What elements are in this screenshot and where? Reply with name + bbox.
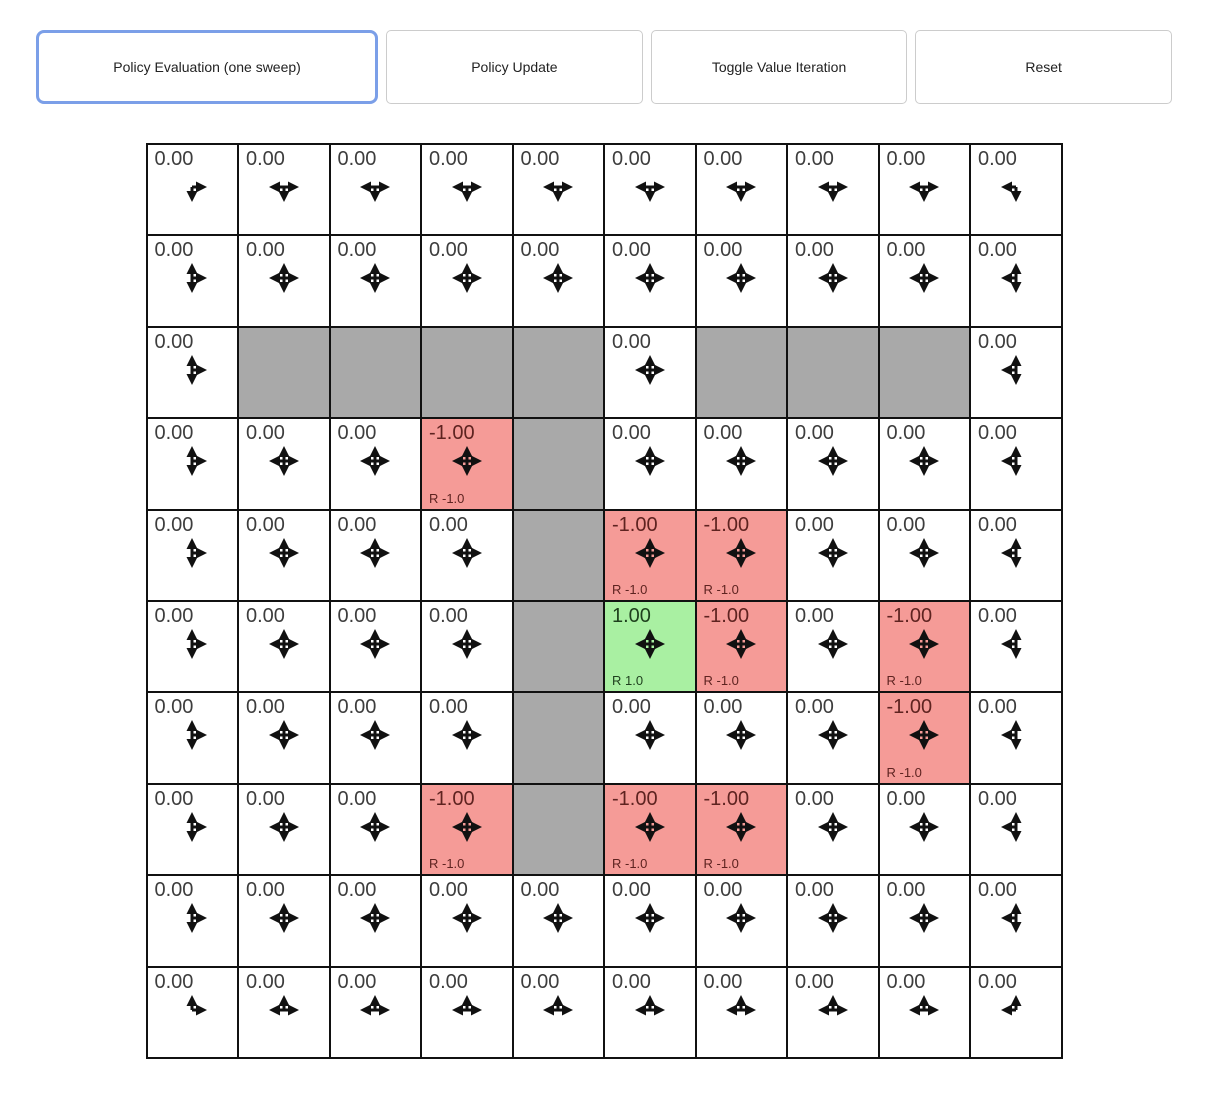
policy-arrows-icon <box>908 719 940 751</box>
cell-value: 0.00 <box>978 148 1017 170</box>
cell-value: -1.00 <box>703 513 750 536</box>
policy-arrows-icon <box>725 171 757 203</box>
grid-cell[interactable] <box>238 601 330 692</box>
cell-value: 0.00 <box>612 239 651 262</box>
policy-arrows-icon <box>634 994 666 1026</box>
cell-value: 0.00 <box>612 148 651 170</box>
grid-cell[interactable] <box>787 327 879 418</box>
policy-arrows-icon <box>725 719 757 751</box>
cell-value: 0.00 <box>978 330 1017 353</box>
cell-value: 0.00 <box>978 422 1017 445</box>
grid-cell[interactable] <box>970 784 1062 875</box>
grid-cell[interactable] <box>238 327 330 418</box>
grid-cell[interactable] <box>604 418 696 509</box>
reset-button[interactable]: Reset <box>915 30 1172 104</box>
cell-value: 0.00 <box>429 696 468 719</box>
policy-arrows-icon <box>542 171 574 203</box>
grid-cell[interactable] <box>787 875 879 966</box>
cell-reward: R -1.0 <box>429 490 465 506</box>
policy-arrows-icon <box>1000 537 1032 569</box>
policy-arrows-icon <box>908 994 940 1026</box>
policy-arrows-icon <box>451 628 483 660</box>
policy-arrows-icon <box>1000 171 1032 203</box>
cell-reward: R -1.0 <box>429 856 465 872</box>
cell-value: 0.00 <box>795 513 834 536</box>
policy-arrows-icon <box>1000 354 1032 386</box>
policy-arrows-icon <box>451 994 483 1026</box>
cell-value: 0.00 <box>337 148 377 170</box>
cell-value: 0.00 <box>886 970 926 993</box>
grid-cell[interactable] <box>513 967 605 1058</box>
policy-arrows-icon <box>725 628 757 660</box>
policy-arrows-icon <box>634 171 666 203</box>
policy-arrows-icon <box>451 171 483 203</box>
cell-value: 0.00 <box>703 970 743 993</box>
grid-cell[interactable] <box>238 784 330 875</box>
cell-value: 0.00 <box>703 879 743 902</box>
policy-arrows-icon <box>176 171 208 203</box>
policy-arrows-icon <box>817 628 849 660</box>
cell-value: 0.00 <box>612 970 651 993</box>
grid-cell[interactable] <box>330 692 422 783</box>
policy-arrows-icon <box>176 537 208 569</box>
cell-reward: R -1.0 <box>703 856 739 872</box>
cell-value: 0.00 <box>154 239 194 262</box>
policy-arrows-icon <box>359 445 391 477</box>
grid-cell[interactable] <box>970 692 1062 783</box>
grid-cell[interactable] <box>330 327 422 418</box>
policy-arrows-icon <box>542 902 574 934</box>
cell-value: 0.00 <box>703 239 743 262</box>
cell-value: 0.00 <box>703 422 743 445</box>
policy-arrows-icon <box>634 537 666 569</box>
grid-cell[interactable] <box>604 235 696 326</box>
grid-cell[interactable] <box>696 327 788 418</box>
policy-arrows-icon <box>634 262 666 294</box>
grid-cell[interactable] <box>970 601 1062 692</box>
policy-arrows-icon <box>176 354 208 386</box>
policy-arrows-icon <box>908 902 940 934</box>
cell-value: 0.00 <box>795 239 834 262</box>
grid-cell[interactable] <box>879 418 971 509</box>
cell-value: 0.00 <box>612 879 651 902</box>
cell-value: 0.00 <box>795 696 834 719</box>
policy-arrows-icon <box>1000 994 1032 1026</box>
policy-arrows-icon <box>268 994 300 1026</box>
grid-cell[interactable] <box>421 144 513 235</box>
cell-value: 0.00 <box>886 787 926 810</box>
policy-arrows-icon <box>268 171 300 203</box>
policy-arrows-icon <box>725 445 757 477</box>
grid-cell[interactable] <box>696 601 788 692</box>
grid-cell[interactable] <box>330 510 422 601</box>
cell-value: 0.00 <box>246 513 285 536</box>
policy-arrows-icon <box>1000 719 1032 751</box>
grid-cell[interactable] <box>604 144 696 235</box>
cell-value: 0.00 <box>429 879 468 902</box>
grid-cell[interactable] <box>421 418 513 509</box>
cell-value: 0.00 <box>886 513 926 536</box>
grid-cell[interactable] <box>238 510 330 601</box>
cell-value: 0.00 <box>429 513 468 536</box>
policy-arrows-icon <box>908 537 940 569</box>
grid-cell[interactable] <box>970 418 1062 509</box>
grid-cell[interactable] <box>330 784 422 875</box>
grid-cell[interactable] <box>970 510 1062 601</box>
cell-value: 0.00 <box>429 604 468 627</box>
policy-arrows-icon <box>451 811 483 843</box>
policy-arrows-icon <box>268 537 300 569</box>
cell-value: 0.00 <box>978 239 1017 262</box>
cell-value: 0.00 <box>337 970 377 993</box>
gridworld-grid <box>146 143 1063 1059</box>
grid-cell[interactable] <box>604 327 696 418</box>
gridworld-page <box>0 30 1208 1059</box>
policy-arrows-icon <box>268 719 300 751</box>
cell-value: 0.00 <box>612 696 651 719</box>
grid-cell[interactable] <box>238 875 330 966</box>
cell-value: 0.00 <box>795 148 834 170</box>
cell-value: 0.00 <box>978 879 1017 902</box>
policy-arrows-icon <box>359 262 391 294</box>
policy-arrows-icon <box>634 902 666 934</box>
policy-arrows-icon <box>542 994 574 1026</box>
policy-arrows-icon <box>359 537 391 569</box>
policy-update-button[interactable]: Policy Update <box>386 30 643 104</box>
cell-value: -1.00 <box>429 787 475 810</box>
policy-arrows-icon <box>451 445 483 477</box>
grid-cell[interactable] <box>879 601 971 692</box>
grid-cell[interactable] <box>970 235 1062 326</box>
grid-cell[interactable] <box>330 418 422 509</box>
grid-cell[interactable] <box>604 967 696 1058</box>
policy-arrows-icon <box>176 628 208 660</box>
grid-cell[interactable] <box>421 784 513 875</box>
policy-arrows-icon <box>451 719 483 751</box>
cell-value: -1.00 <box>703 604 750 627</box>
grid-cell[interactable] <box>787 144 879 235</box>
grid-cell[interactable] <box>970 144 1062 235</box>
cell-reward: R -1.0 <box>703 581 739 597</box>
toolbar <box>36 30 1172 104</box>
grid-cell[interactable] <box>147 784 239 875</box>
cell-value: 0.00 <box>978 970 1017 993</box>
cell-reward: R -1.0 <box>703 673 739 689</box>
cell-value: 0.00 <box>795 879 834 902</box>
grid-cell[interactable] <box>787 784 879 875</box>
cell-value: 0.00 <box>337 787 377 810</box>
policy-arrows-icon <box>359 811 391 843</box>
cell-value: 0.00 <box>337 513 377 536</box>
cell-value: 0.00 <box>429 239 468 262</box>
cell-value: 0.00 <box>246 970 285 993</box>
grid-cell[interactable] <box>330 875 422 966</box>
policy-arrows-icon <box>1000 445 1032 477</box>
cell-reward: R -1.0 <box>886 764 922 780</box>
grid-cell[interactable] <box>147 235 239 326</box>
cell-value: 0.00 <box>886 422 926 445</box>
cell-value: -1.00 <box>703 787 750 810</box>
policy-arrows-icon <box>725 811 757 843</box>
cell-value: 0.00 <box>520 970 560 993</box>
cell-value: 0.00 <box>703 148 743 170</box>
cell-reward: R -1.0 <box>886 673 922 689</box>
policy-arrows-icon <box>817 445 849 477</box>
policy-arrows-icon <box>176 994 208 1026</box>
policy-arrows-icon <box>359 628 391 660</box>
cell-value: 0.00 <box>246 422 285 445</box>
policy-arrows-icon <box>725 902 757 934</box>
cell-value: 0.00 <box>337 604 377 627</box>
grid-cell[interactable] <box>513 692 605 783</box>
cell-value: 0.00 <box>154 513 194 536</box>
policy-arrows-icon <box>1000 902 1032 934</box>
cell-value: 0.00 <box>246 148 285 170</box>
grid-cell[interactable] <box>787 418 879 509</box>
cell-value: 0.00 <box>337 239 377 262</box>
grid-cell[interactable] <box>696 875 788 966</box>
grid-cell[interactable] <box>421 875 513 966</box>
grid-cell[interactable] <box>787 692 879 783</box>
grid-cell[interactable] <box>696 692 788 783</box>
cell-value: 0.00 <box>795 970 834 993</box>
grid-cell[interactable] <box>970 327 1062 418</box>
grid-cell[interactable] <box>147 967 239 1058</box>
grid-cell[interactable] <box>879 692 971 783</box>
grid-cell[interactable] <box>513 601 605 692</box>
grid-cell[interactable] <box>147 692 239 783</box>
grid-cell[interactable] <box>696 144 788 235</box>
cell-value: 0.00 <box>703 696 743 719</box>
grid-cell[interactable] <box>513 144 605 235</box>
cell-value: 0.00 <box>978 513 1017 536</box>
grid-cell[interactable] <box>879 235 971 326</box>
cell-value: 0.00 <box>795 787 834 810</box>
grid-cell[interactable] <box>513 875 605 966</box>
grid-cell[interactable] <box>513 235 605 326</box>
cell-value: 0.00 <box>795 422 834 445</box>
cell-value: 1.00 <box>612 604 651 627</box>
policy-arrows-icon <box>817 171 849 203</box>
policy-arrows-icon <box>725 994 757 1026</box>
grid-cell[interactable] <box>604 601 696 692</box>
cell-value: 0.00 <box>429 970 468 993</box>
policy-arrows-icon <box>359 719 391 751</box>
policy-arrows-icon <box>1000 811 1032 843</box>
grid-cell[interactable] <box>330 144 422 235</box>
grid-cell[interactable] <box>238 235 330 326</box>
cell-value: 0.00 <box>154 696 194 719</box>
cell-value: -1.00 <box>429 422 475 445</box>
cell-value: 0.00 <box>154 330 194 353</box>
policy-arrows-icon <box>359 171 391 203</box>
cell-value: 0.00 <box>612 422 651 445</box>
policy-arrows-icon <box>359 994 391 1026</box>
grid-cell[interactable] <box>147 144 239 235</box>
grid-cell[interactable] <box>604 692 696 783</box>
policy-arrows-icon <box>725 262 757 294</box>
cell-value: -1.00 <box>612 787 658 810</box>
grid-cell[interactable] <box>879 327 971 418</box>
grid-cell[interactable] <box>421 510 513 601</box>
grid-cell[interactable] <box>696 967 788 1058</box>
policy-arrows-icon <box>634 719 666 751</box>
grid-cell[interactable] <box>970 967 1062 1058</box>
grid-cell[interactable] <box>330 601 422 692</box>
grid-cell[interactable] <box>147 601 239 692</box>
grid-cell[interactable] <box>238 418 330 509</box>
policy-arrows-icon <box>1000 628 1032 660</box>
cell-value: 0.00 <box>978 604 1017 627</box>
grid-cell[interactable] <box>421 327 513 418</box>
grid-cell[interactable] <box>604 510 696 601</box>
policy-arrows-icon <box>634 354 666 386</box>
grid-cell[interactable] <box>787 510 879 601</box>
cell-value: 0.00 <box>154 422 194 445</box>
grid-cell[interactable] <box>147 875 239 966</box>
cell-value: -1.00 <box>886 604 933 627</box>
cell-value: 0.00 <box>154 787 194 810</box>
toggle-value-iteration-button[interactable]: Toggle Value Iteration <box>651 30 908 104</box>
policy-arrows-icon <box>268 445 300 477</box>
grid-cell[interactable] <box>696 510 788 601</box>
cell-value: 0.00 <box>520 148 560 170</box>
policy-arrows-icon <box>817 994 849 1026</box>
cell-value: 0.00 <box>886 239 926 262</box>
grid-cell[interactable] <box>513 510 605 601</box>
policy-arrows-icon <box>176 262 208 294</box>
grid-cell[interactable] <box>147 418 239 509</box>
grid-cell[interactable] <box>970 875 1062 966</box>
grid-cell[interactable] <box>604 875 696 966</box>
grid-cell[interactable] <box>696 784 788 875</box>
cell-value: 0.00 <box>795 604 834 627</box>
cell-value: 0.00 <box>429 148 468 170</box>
cell-value: 0.00 <box>886 879 926 902</box>
cell-value: 0.00 <box>246 239 285 262</box>
grid-cell[interactable] <box>879 967 971 1058</box>
policy-arrows-icon <box>817 902 849 934</box>
cell-value: -1.00 <box>886 696 933 719</box>
policy-arrows-icon <box>359 902 391 934</box>
grid-cell[interactable] <box>879 510 971 601</box>
policy-arrows-icon <box>1000 262 1032 294</box>
cell-value: 0.00 <box>154 970 194 993</box>
grid-cell[interactable] <box>238 692 330 783</box>
cell-value: 0.00 <box>246 696 285 719</box>
cell-value: 0.00 <box>520 879 560 902</box>
policy-arrows-icon <box>908 262 940 294</box>
grid-cell[interactable] <box>879 875 971 966</box>
cell-value: -1.00 <box>612 513 658 536</box>
grid-cell[interactable] <box>696 235 788 326</box>
grid-cell[interactable] <box>787 235 879 326</box>
grid-cell[interactable] <box>604 784 696 875</box>
policy-arrows-icon <box>908 171 940 203</box>
policy-arrows-icon <box>176 811 208 843</box>
grid-cell[interactable] <box>787 967 879 1058</box>
policy-arrows-icon <box>451 902 483 934</box>
policy-arrows-icon <box>908 811 940 843</box>
policy-arrows-icon <box>268 811 300 843</box>
grid-cell[interactable] <box>421 967 513 1058</box>
cell-value: 0.00 <box>246 879 285 902</box>
policy-arrows-icon <box>908 628 940 660</box>
policy-arrows-icon <box>634 628 666 660</box>
grid-cell[interactable] <box>513 784 605 875</box>
cell-value: 0.00 <box>337 422 377 445</box>
policy-arrows-icon <box>268 628 300 660</box>
cell-value: 0.00 <box>154 148 194 170</box>
grid-cell[interactable] <box>787 601 879 692</box>
grid-cell[interactable] <box>421 692 513 783</box>
grid-cell[interactable] <box>330 235 422 326</box>
policy-arrows-icon <box>176 902 208 934</box>
grid-cell[interactable] <box>696 418 788 509</box>
grid-cell[interactable] <box>513 327 605 418</box>
policy-arrows-icon <box>817 262 849 294</box>
policy-arrows-icon <box>817 537 849 569</box>
policy-arrows-icon <box>725 537 757 569</box>
cell-value: 0.00 <box>978 696 1017 719</box>
policy-evaluation-button[interactable]: Policy Evaluation (one sweep) <box>36 30 378 104</box>
policy-arrows-icon <box>817 719 849 751</box>
grid-cell[interactable] <box>147 510 239 601</box>
cell-reward: R -1.0 <box>612 856 648 872</box>
policy-arrows-icon <box>268 902 300 934</box>
grid-cell[interactable] <box>147 327 239 418</box>
policy-arrows-icon <box>542 262 574 294</box>
policy-arrows-icon <box>451 262 483 294</box>
policy-arrows-icon <box>176 719 208 751</box>
cell-value: 0.00 <box>246 604 285 627</box>
grid-cell[interactable] <box>238 967 330 1058</box>
grid-cell[interactable] <box>421 235 513 326</box>
cell-reward: R 1.0 <box>612 673 644 689</box>
cell-value: 0.00 <box>978 787 1017 810</box>
cell-value: 0.00 <box>520 239 560 262</box>
policy-arrows-icon <box>451 537 483 569</box>
grid-cell[interactable] <box>238 144 330 235</box>
cell-value: 0.00 <box>886 148 926 170</box>
policy-arrows-icon <box>817 811 849 843</box>
cell-value: 0.00 <box>337 696 377 719</box>
cell-value: 0.00 <box>154 879 194 902</box>
policy-arrows-icon <box>268 262 300 294</box>
grid-cell[interactable] <box>513 418 605 509</box>
cell-value: 0.00 <box>337 879 377 902</box>
grid-cell[interactable] <box>879 784 971 875</box>
cell-value: 0.00 <box>246 787 285 810</box>
policy-arrows-icon <box>908 445 940 477</box>
grid-cell[interactable] <box>330 967 422 1058</box>
policy-arrows-icon <box>634 445 666 477</box>
cell-value: 0.00 <box>154 604 194 627</box>
policy-arrows-icon <box>634 811 666 843</box>
policy-arrows-icon <box>176 445 208 477</box>
cell-value: 0.00 <box>612 330 651 353</box>
grid-cell[interactable] <box>421 601 513 692</box>
grid-cell[interactable] <box>879 144 971 235</box>
cell-reward: R -1.0 <box>612 581 648 597</box>
